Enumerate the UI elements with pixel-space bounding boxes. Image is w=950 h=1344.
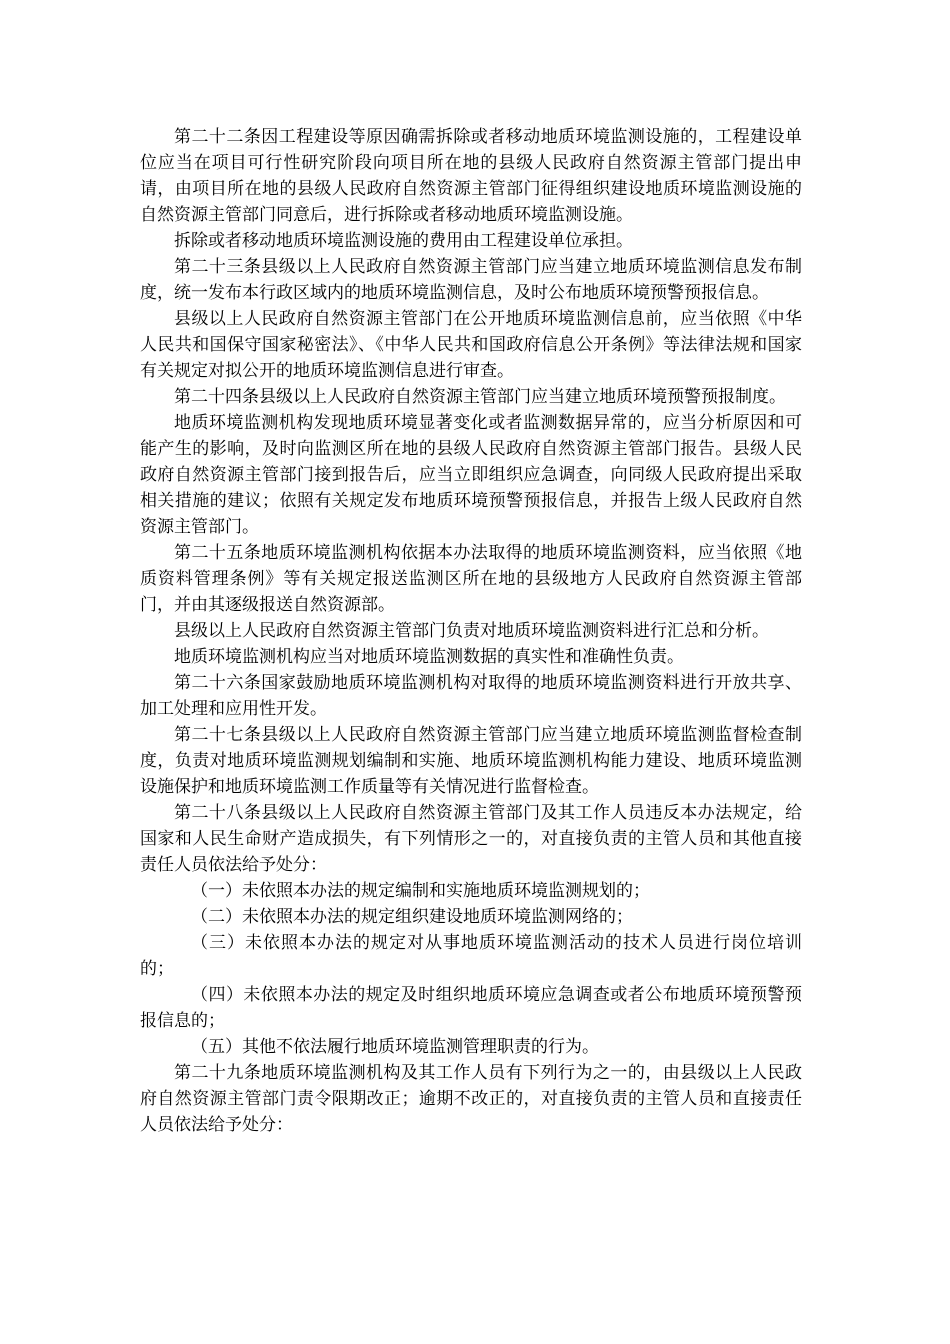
article-25-paragraph: 第二十五条地质环境监测机构依据本办法取得的地质环境监测资料，应当依照《地质资料管理条例》等有关规定报送监测区所在地的县级地方人民政府自然资源主管部门，并由其逐级报送自然资源部。: [140, 543, 802, 615]
article-24-paragraph: 第二十四条县级以上人民政府自然资源主管部门应当建立地质环境预警预报制度。: [174, 387, 786, 407]
document-page: [140, 124, 802, 1138]
article-28-item-5: （五）其他不依法履行地质环境监测管理职责的行为。: [191, 1037, 599, 1057]
article-27-paragraph: 第二十七条县级以上人民政府自然资源主管部门应当建立地质环境监测监督检查制度，负责对地质环境监测规划编制和实施、地质环境监测机构能力建设、地质环境监测设施保护和地质环境监测工作质量等有关情况进行监督检查。: [140, 725, 802, 797]
article-28-item-1: （一）未依照本办法的规定编制和实施地质环境监测规划的；: [191, 881, 650, 901]
article-28-paragraph: 第二十八条县级以上人民政府自然资源主管部门及其工作人员违反本办法规定，给国家和人民生命财产造成损失，有下列情形之一的，对直接负责的主管人员和其他直接责任人员依法给予处分：: [140, 803, 802, 875]
article-25-summary-paragraph: 县级以上人民政府自然资源主管部门负责对地质环境监测资料进行汇总和分析。: [174, 621, 769, 641]
article-25-accuracy-paragraph: 地质环境监测机构应当对地质环境监测数据的真实性和准确性负责。: [174, 647, 684, 667]
article-29-paragraph: 第二十九条地质环境监测机构及其工作人员有下列行为之一的，由县级以上人民政府自然资源主管部门责令限期改正；逾期不改正的，对直接负责的主管人员和直接责任人员依法给予处分：: [140, 1063, 802, 1135]
article-24-report-paragraph: 地质环境监测机构发现地质环境显著变化或者监测数据异常的，应当分析原因和可能产生的影响，及时向监测区所在地的县级人民政府自然资源主管部门报告。县级人民政府自然资源主管部门接到报告后，应当立即组织应急调查，向同级人民政府提出采取相关措施的建议；依照有关规定发布地质环境预警预报信息，并报告上级人民政府自然资源主管部门。: [140, 413, 802, 537]
article-23-paragraph: 第二十三条县级以上人民政府自然资源主管部门应当建立地质环境监测信息发布制度，统一发布本行政区域内的地质环境监测信息，及时公布地质环境预警预报信息。: [140, 257, 802, 303]
article-28-item-2: （二）未依照本办法的规定组织建设地质环境监测网络的；: [191, 907, 633, 927]
article-23-review-paragraph: 县级以上人民政府自然资源主管部门在公开地质环境监测信息前，应当依照《中华人民共和国保守国家秘密法》、《中华人民共和国政府信息公开条例》等法律法规和国家有关规定对拟公开的地质环境监测信息进行审查。: [140, 309, 802, 381]
article-28-item-3: （三）未依照本办法的规定对从事地质环境监测活动的技术人员进行岗位培训的；: [140, 933, 802, 979]
article-28-item-4: （四）未依照本办法的规定及时组织地质环境应急调查或者公布地质环境预警预报信息的；: [140, 985, 802, 1031]
article-22-paragraph: 第二十二条因工程建设等原因确需拆除或者移动地质环境监测设施的，工程建设单位应当在项目可行性研究阶段向项目所在地的县级人民政府自然资源主管部门提出申请，由项目所在地的县级人民政府自然资源主管部门征得组织建设地质环境监测设施的自然资源主管部门同意后，进行拆除或者移动地质环境监测设施。: [140, 127, 802, 225]
article-26-paragraph: 第二十六条国家鼓励地质环境监测机构对取得的地质环境监测资料进行开放共享、加工处理和应用性开发。: [140, 673, 802, 719]
article-22-cost-paragraph: 拆除或者移动地质环境监测设施的费用由工程建设单位承担。: [174, 231, 633, 251]
